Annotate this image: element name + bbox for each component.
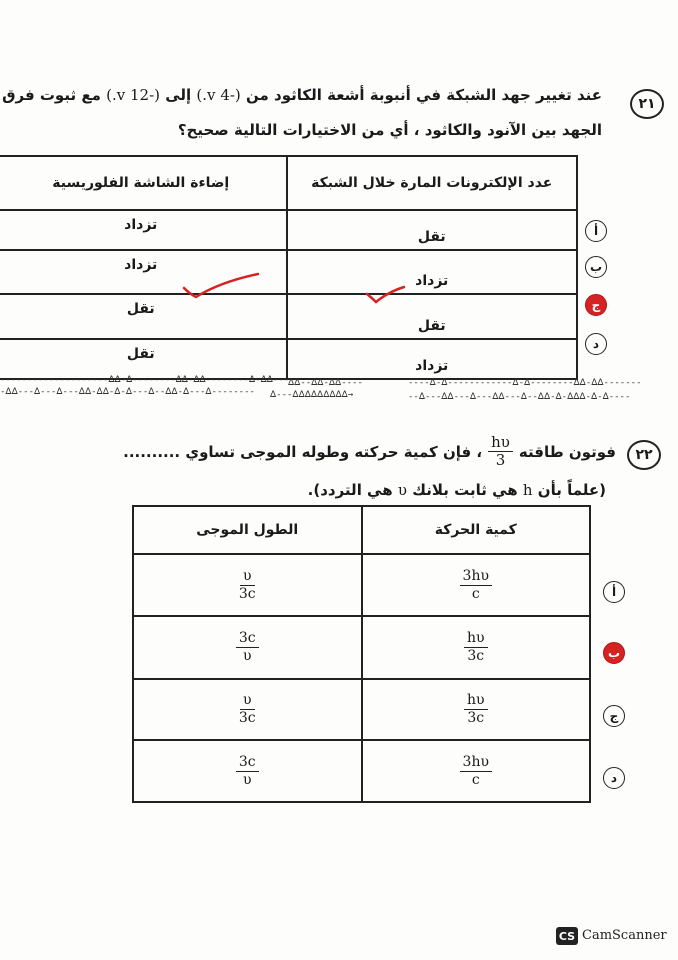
q21-header-brightness: إضاءة الشاشة الفلوريسية: [0, 156, 287, 210]
table-row: [133, 554, 590, 616]
q22-row-d-momentum: [362, 740, 591, 802]
q21-row-d-electrons: تزداد: [287, 339, 578, 379]
q22-row-d-wavelength-num: 3c: [236, 754, 259, 772]
q22-v-symbol: υ: [397, 481, 407, 499]
question-22-number: ٢٢: [627, 440, 661, 470]
q22-row-d-momentum-den: c: [471, 771, 480, 788]
question-22-line-2: [308, 481, 606, 499]
q22-answer-table: [132, 505, 591, 803]
q21-row-c-electrons: تقل: [287, 294, 578, 339]
q22-row-b-momentum-den: 3c: [467, 648, 485, 664]
q21-row-b-brightness: تزداد: [0, 250, 287, 294]
checkmark-icon: [364, 284, 408, 306]
q22-row-c-wavelength-num: υ: [240, 692, 255, 710]
table-row: [0, 294, 577, 339]
q21-header-electrons: عدد الإلكترونات المارة خلال الشبكة: [287, 156, 578, 210]
table-row: [0, 250, 577, 294]
q22-option-a[interactable]: أ: [603, 581, 625, 603]
q22-header-wavelength: الطول الموجى: [133, 506, 362, 554]
q22-text-a: فوتون طاقته: [518, 442, 616, 461]
q21-row-a-electrons: تقل: [287, 210, 578, 250]
divider-dashes: ᐃᐃ--ᐃᐃ-ᐃᐃ----: [288, 378, 363, 388]
camscanner-logo: CS: [556, 927, 578, 945]
q22-row-c-momentum: [362, 679, 591, 740]
table-row: [133, 616, 590, 679]
divider-dashes: ----ᐃ-ᐃ------------ᐃ-ᐃ--------ᐃᐃ-ᐃᐃ-------: [408, 378, 642, 388]
q22-energy-numerator: hυ: [488, 434, 513, 452]
q21-row-a-brightness: تزداد: [0, 210, 287, 250]
q22-option-c[interactable]: ج: [603, 705, 625, 727]
question-22-line-1: [123, 434, 616, 469]
q22-row-a-wavelength-den: 3c: [238, 585, 256, 602]
q21-answer-table: [0, 155, 578, 380]
q21-option-b[interactable]: ب: [585, 256, 607, 278]
divider-dashes: ᐃ---ᐃᐃᐃᐃᐃᐃᐃᐃᐃ→: [270, 390, 354, 400]
q22-row-d-wavelength-den: υ: [242, 771, 252, 788]
table-row: [0, 339, 577, 379]
divider-dashes: -ᐃᐃ---ᐃ---ᐃ---ᐃᐃ-ᐃᐃ-ᐃ-ᐃ---ᐃ--ᐃᐃ-ᐃ---ᐃ--------: [0, 387, 255, 397]
q22-text-d: هي ثابت بلانك: [412, 481, 518, 499]
q22-text-c: (علماً بأن: [537, 481, 606, 499]
q21-row-c-brightness: تقل: [0, 294, 287, 339]
q22-row-c-wavelength-den: 3c: [238, 710, 256, 726]
q22-row-a-momentum-num: 3hυ: [460, 568, 492, 586]
q22-h-symbol: h: [522, 481, 533, 499]
q22-row-d-wavelength: [133, 740, 362, 802]
q22-option-d[interactable]: د: [603, 767, 625, 789]
question-21-line-2: الجهد بين الآنود والكاثود ، أي من الاختيارات التالية صحيح؟: [177, 121, 602, 139]
q21-text-c: مع ثبوت فرق: [2, 86, 101, 104]
q21-from-value: (-4 v.): [196, 86, 241, 104]
table-row: [0, 210, 577, 250]
q22-row-a-momentum-den: c: [471, 585, 480, 602]
q22-row-c-momentum-den: 3c: [467, 710, 485, 726]
q22-header-momentum: كمية الحركة: [362, 506, 591, 554]
q22-row-c-momentum-num: hυ: [464, 692, 488, 710]
q21-row-d-brightness: تقل: [0, 339, 287, 379]
q21-to-value: (-12 v.): [106, 86, 160, 104]
table-row: [133, 679, 590, 740]
q22-energy-denominator: 3: [495, 451, 506, 469]
q22-row-b-wavelength-den: υ: [242, 648, 252, 664]
q21-option-c-marked[interactable]: ج: [585, 294, 607, 316]
q22-row-b-wavelength-num: 3c: [236, 630, 259, 648]
table-row: [133, 740, 590, 802]
q22-row-c-wavelength: [133, 679, 362, 740]
camscanner-brand: CamScanner: [582, 928, 667, 943]
divider-dashes: --ᐃ---ᐃᐃ---ᐃ---ᐃᐃ---ᐃ--ᐃᐃ-ᐃ-ᐃᐃᐃ-ᐃ-ᐃ----: [408, 392, 631, 402]
q22-text-e: هي التردد).: [307, 481, 393, 499]
q22-row-b-wavelength: [133, 616, 362, 679]
q21-option-a[interactable]: أ: [585, 220, 607, 242]
q22-row-a-momentum: [362, 554, 591, 616]
checkmark-icon: [180, 270, 262, 300]
q21-text-a: عند تغيير جهد الشبكة في أنبوبة أشعة الكاثود من: [246, 86, 602, 104]
q21-option-d[interactable]: د: [585, 333, 607, 355]
divider-dashes: --------------------ᐃᐃ-ᐃ--------ᐃᐃ-ᐃᐃ--------ᐃ-ᐃᐃ-----: [0, 375, 300, 385]
q22-energy-fraction: [488, 434, 513, 469]
q22-text-b: ، فإن كمية حركته وطوله الموجى تساوي ..........: [123, 442, 483, 461]
q22-row-a-wavelength-num: υ: [240, 568, 255, 586]
q22-row-b-momentum: [362, 616, 591, 679]
q22-option-b-marked[interactable]: ب: [603, 642, 625, 664]
q22-row-d-momentum-num: 3hυ: [460, 754, 492, 772]
q22-row-a-wavelength: [133, 554, 362, 616]
question-21-line-1: [2, 86, 602, 104]
q22-row-b-momentum-num: hυ: [464, 630, 488, 648]
q21-text-b: إلى: [165, 86, 192, 104]
q21-row-b-electrons: تزداد: [287, 250, 578, 294]
question-21-number: ٢١: [630, 89, 664, 119]
